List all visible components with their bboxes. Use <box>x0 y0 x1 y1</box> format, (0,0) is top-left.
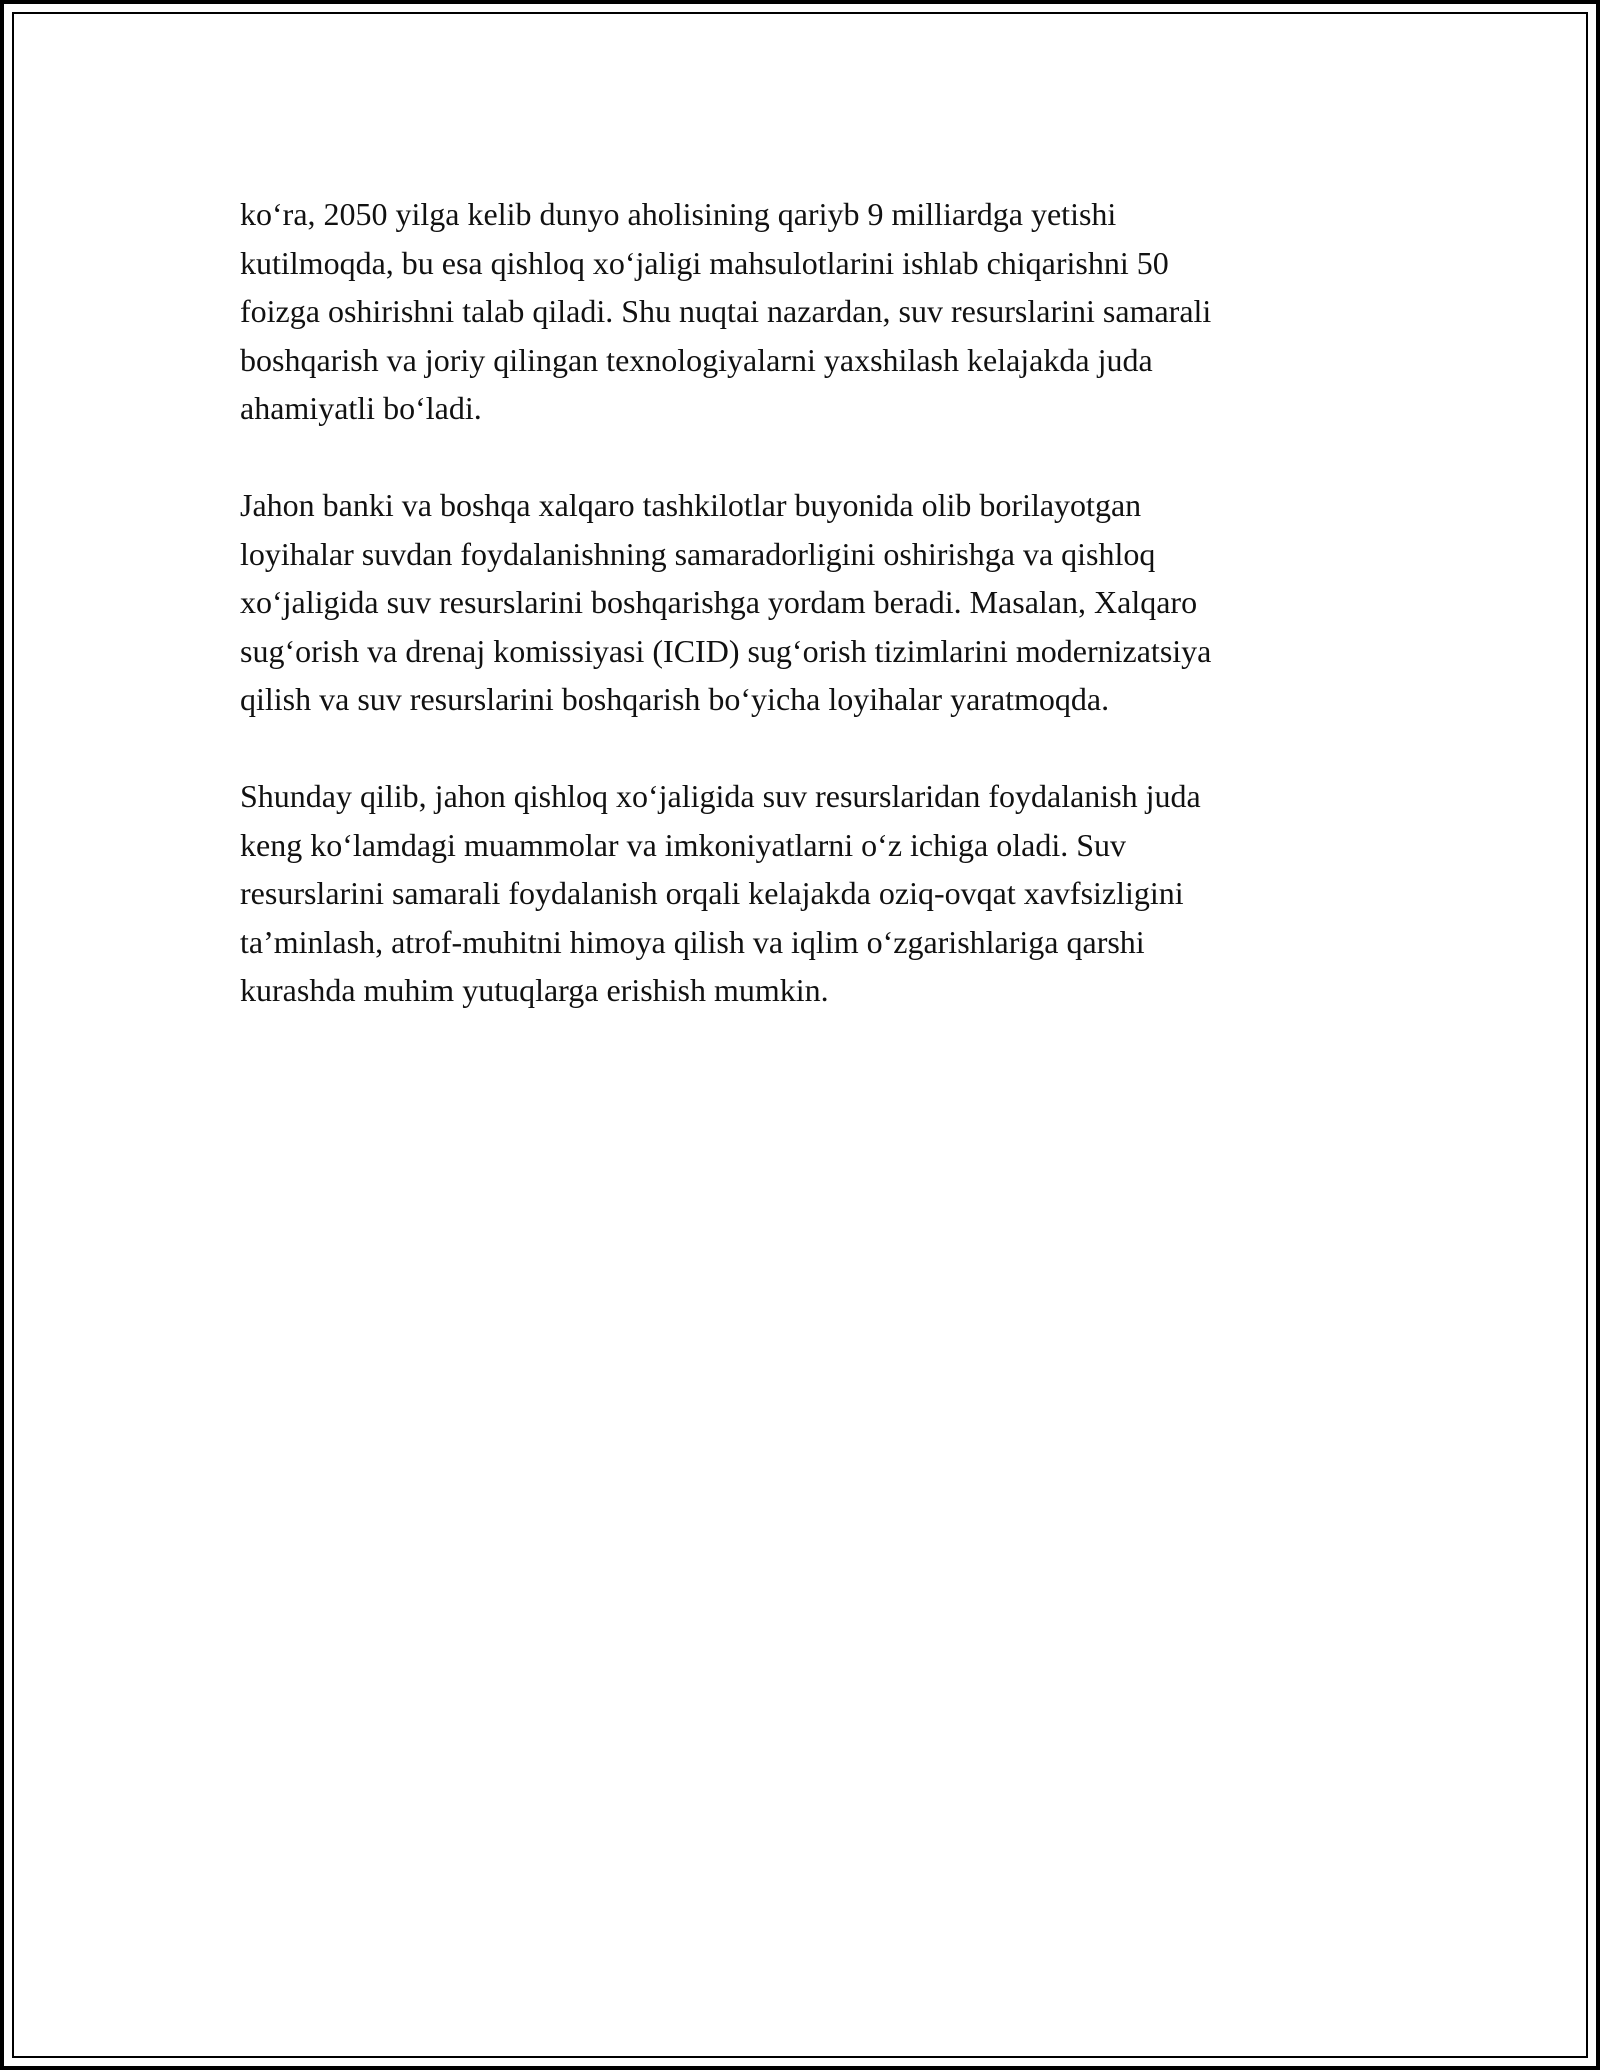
paragraph-2 <box>240 481 1370 724</box>
paragraph-1-line-3: foizga oshirishni talab qiladi. Shu nuqtai nazardan, suv resurslarini samarali <box>240 293 1212 329</box>
paragraph-1-line-1: ko‘ra, 2050 yilga kelib dunyo aholisining qariyb 9 milliardga yetishi <box>240 196 1117 232</box>
paragraph-1-line-4: boshqarish va joriy qilingan texnologiyalarni yaxshilash kelajakda juda <box>240 341 1153 378</box>
paragraph-2-line-3: xo‘jaligida suv resurslarini boshqarishga yordam beradi. Masalan, Xalqaro <box>240 584 1198 620</box>
paragraph-3-line-2: keng ko‘lamdagi muammolar va imkoniyatlarni o‘z ichiga oladi. Suv <box>240 826 1126 863</box>
document-body <box>240 190 1370 1063</box>
paragraph-3 <box>240 772 1370 1015</box>
paragraph-3-line-4: ta’minlash, atrof-muhitni himoya qilish va iqlim o‘zgarishlariga qarshi <box>240 923 1145 960</box>
paragraph-2-line-2: loyihalar suvdan foydalanishning samaradorligini oshirishga va qishloq <box>240 535 1156 572</box>
paragraph-2-line-5: qilish va suv resurslarini boshqarish bo‘yicha loyihalar yaratmoqda. <box>240 681 1110 717</box>
paragraph-1-line-5: ahamiyatli bo‘ladi. <box>240 390 482 426</box>
paragraph-2-line-1: Jahon banki va boshqa xalqaro tashkilotlar buyonida olib borilayotgan <box>240 487 1142 523</box>
paragraph-3-line-1: Shunday qilib, jahon qishloq xo‘jaligida suv resurslaridan foydalanish juda <box>240 778 1201 814</box>
paragraph-3-line-5: kurashda muhim yutuqlarga erishish mumkin. <box>240 972 829 1008</box>
paragraph-1-line-2: kutilmoqda, bu esa qishloq xo‘jaligi mahsulotlarini ishlab chiqarishni 50 <box>240 244 1169 281</box>
paragraph-2-line-4: sug‘orish va drenaj komissiyasi (ICID) sug‘orish tizimlarini modernizatsiya <box>240 632 1212 669</box>
paragraph-3-line-3: resurslarini samarali foydalanish orqali kelajakda oziq-ovqat xavfsizligini <box>240 875 1184 911</box>
paragraph-1 <box>240 190 1370 433</box>
